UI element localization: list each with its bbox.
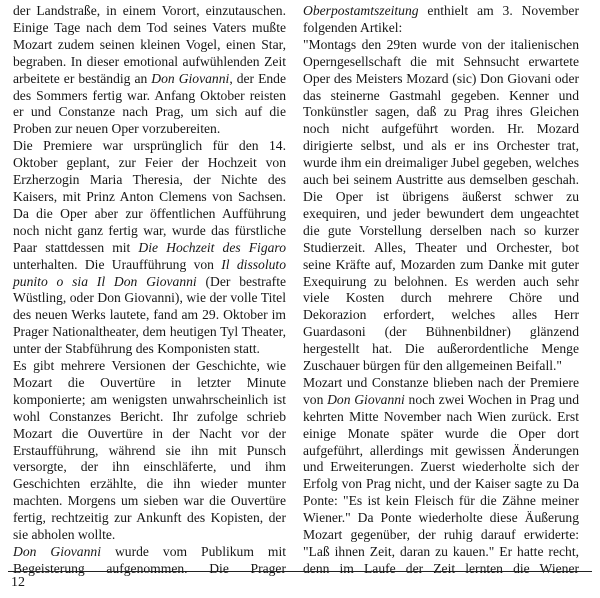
italic-title: Oberpostamtszeitung bbox=[303, 3, 419, 18]
text-run: Es gibt mehrere Versionen der Geschichte, wie Mozart die Ouvertüre in letzter Minute komponierte; am wenigsten unwahrscheinlich ist wohl Constanzes Bericht. Ihr zufolge schrieb Mozart die Ouvertüre in der Nacht vor der Erstaufführung, während sie ihn mit Punsch versorgte, der ihn einschläferte, und ihm Geschichten erzählte, die ihn wieder munter machten. Morgens um sieben war die Ouvertüre fertig, rechtzeitig zur Ankunft des Kopisten, der sie abholen wollte. bbox=[13, 358, 286, 543]
paragraph bbox=[303, 375, 579, 578]
paragraph bbox=[13, 358, 286, 544]
paragraph bbox=[13, 3, 286, 138]
footer-rule bbox=[8, 571, 592, 572]
text-run: Die Premiere war ursprünglich für den 14. Oktober geplant, zur Feier der Hochzeit von Erzherzogin Maria Theresia, der Nichte des Kaisers, mit Prinz Anton Clemens von Sachsen. Da die Oper aber zur öffentlichen Aufführung noch nicht ganz fertig war, wurde das fürstliche Paar stattdessen mit bbox=[13, 138, 286, 255]
text-run: enthielt am 3. November folgenden Artikel: bbox=[303, 3, 579, 35]
left-text-column bbox=[13, 3, 286, 578]
text-run: "Montags den 29ten wurde von der italienischen Operngesellschaft die mit Sehnsucht erwartete Oper des Meisters Mozard (sic) Don Giovani oder das steinerne Gastmahl gegeben. Kenner und Tonkünstler sagen, daß zu Prag ihres Gleichen noch nicht aufgeführt worden. Hr. Mozard dirigierte selbst, und als er ins Orchester trat, wurde ihm ein dreimaliger Jubel gegeben, welches auch bei seinem Austritte aus demselben geschah. Die Oper ist übrigens äußerst schwer zu exequiren, und jeder bewundert dem ungeachtet die gute Vorstellung derselben nach so kurzer Studierzeit. Alles, Theater und Orchester, bot seine Kräfte auf, Mozarden zum Danke mit guter Exequirung zu belohnen. Es werden auch sehr viele Kosten durch mehrere Chöre und Dekorazion erfordert, welches alles Herr Guardasoni (der Bühnenbildner) glänzend hergestellt hat. Die außerordentliche Menge Zuschauer bürgen für den allgemeinen Beifall." bbox=[303, 36, 579, 374]
text-run: Mozart und Constanze blieben nach der Premiere von bbox=[303, 374, 579, 407]
right-text-column bbox=[303, 3, 579, 578]
italic-title: Don Giovanni bbox=[13, 544, 101, 559]
text-run: (Der bestrafte Wüstling, oder Don Giovanni), wie der volle Titel des neuen Werks lautete, fand am 29. Oktober im Prager Nationaltheater, dem heutigen Tyl Theater, unter der Stabführung des Komponisten statt. bbox=[13, 273, 286, 357]
page-number: 12 bbox=[11, 575, 25, 590]
text-run: der Landstraße, in einem Vorort, einzutauschen. Einige Tage nach dem Tod seines Vaters mußte Mozart zudem seinen kleinen Vogel, einen Star, begraben. In dieser emotional aufwühlenden Zeit arbeitete er beständig an bbox=[13, 3, 286, 86]
text-run: , der Ende des Sommers fertig war. Anfang Oktober reisten er und Constanze nach Prag, um sich auf die Proben zur neuen Oper vorzubereiten. bbox=[13, 70, 287, 137]
italic-title: Die Hochzeit des Figaro bbox=[138, 239, 286, 255]
paragraph bbox=[303, 3, 579, 37]
italic-title: Don Giovanni bbox=[327, 391, 405, 407]
paragraph bbox=[13, 544, 286, 578]
text-run: unterhalten. Die Uraufführung von bbox=[13, 256, 222, 272]
text-run: noch zwei Wochen in Prag und kehrten Mitte November nach Wien zurück. Erst einige Monate später wurde die Oper dort aufgeführt, allerdings mit gewissen Änderungen und Erweiterungen. Zuerst wiederholte sich der Erfolg von Prag nicht, und der Kaiser sagte zu Da Ponte: "Es ist kein Fleisch für die Zähne meiner Wiener." Da Ponte wiederholte diese Äußerung Mozart gegenüber, der ruhig darauf erwiderte: "Laß ihnen Zeit, daran zu kauen." Er hatte recht, denn im Laufe der Zeit lernten die Wiener bbox=[303, 391, 580, 576]
text-run: wurde vom Publikum mit Begeisterung aufgenommen. Die Prager bbox=[13, 544, 287, 576]
paragraph bbox=[303, 37, 579, 375]
italic-title: Don Giovanni bbox=[151, 70, 230, 86]
paragraph bbox=[13, 138, 286, 358]
italic-title: Il dissoluto punito o sia Il Don Giovanni bbox=[13, 256, 286, 289]
